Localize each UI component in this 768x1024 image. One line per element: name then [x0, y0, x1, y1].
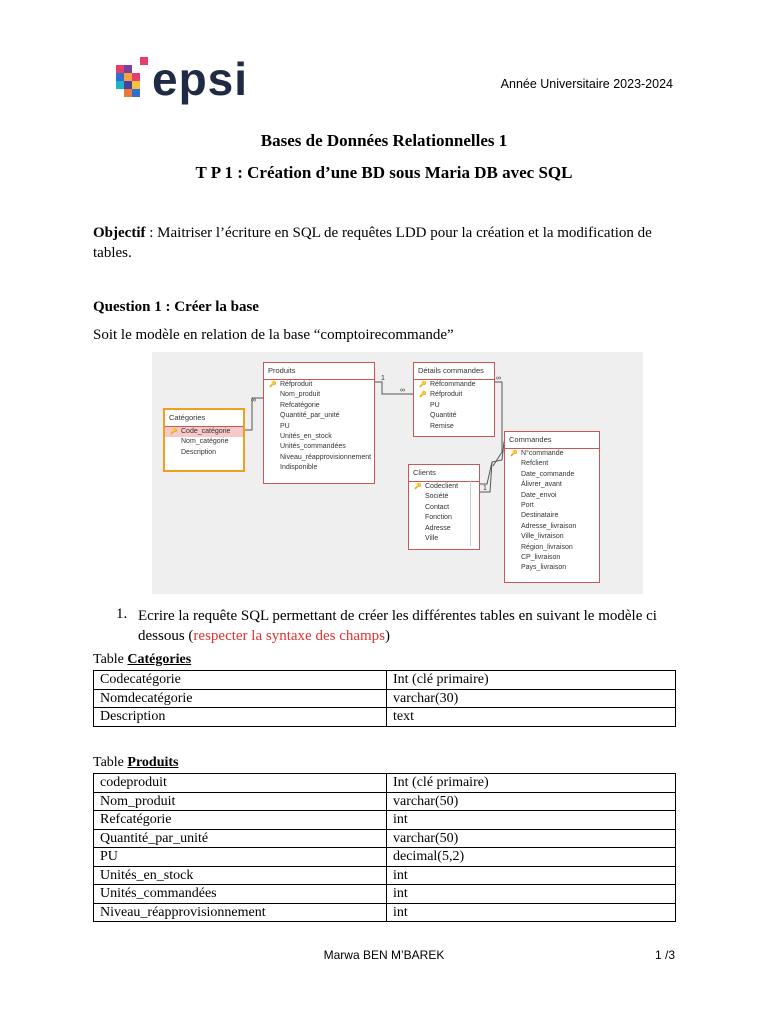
entity-field: Unités_commandées: [280, 443, 346, 451]
svg-text:∞: ∞: [251, 397, 256, 404]
entity-field: Destinataire: [521, 512, 559, 520]
entity-field: Date_commande: [521, 470, 575, 478]
table-name: Catégories: [127, 652, 192, 667]
table-row: [94, 708, 676, 727]
table-prefix: Table: [93, 755, 128, 770]
db-name: comptoirecommande: [320, 327, 448, 343]
table-cell: Codecatégorie: [94, 671, 387, 690]
academic-year: Année Universitaire 2023-2024: [500, 77, 673, 91]
task1-red-note: respecter la syntaxe des champs: [193, 628, 386, 644]
entity-field: Ville: [425, 535, 439, 543]
svg-text:∞: ∞: [496, 375, 501, 382]
entity-field: Contact: [425, 503, 450, 511]
entity-field: Nom_catégorie: [181, 438, 229, 446]
entity-field: 🔑 N°commande: [505, 449, 599, 459]
entity-field: Refclient: [521, 460, 549, 468]
document-title: Bases de Données Relationnelles 1: [260, 131, 508, 150]
relationship-diagram: [152, 352, 643, 594]
svg-text:∞: ∞: [400, 387, 405, 394]
entity-details-commandes[interactable]: [413, 362, 495, 437]
page-number: 1 /3: [654, 948, 675, 962]
table-cell: int: [387, 885, 676, 904]
table-cell: decimal(5,2): [387, 848, 676, 867]
objective-label: Objectif: [93, 225, 146, 241]
task1-instruction: Ecrire la requête SQL permettant de créer les différentes tables en suivant le modèle ci dessous (: [138, 608, 657, 644]
entity-field: Quantité_par_unité: [280, 412, 340, 420]
entity-field: Indisponible: [280, 464, 318, 472]
entity-field: Refcatégorie: [280, 401, 320, 409]
table-cell: varchar(50): [387, 792, 676, 811]
table-prefix: Table: [93, 652, 128, 667]
table-cell: Unités_commandées: [94, 885, 387, 904]
document-subtitle: T P 1 : Création d’une BD sous Maria DB avec SQL: [195, 163, 573, 182]
entity-field: CP_livraison: [521, 554, 561, 562]
entity-field: PU: [280, 422, 290, 430]
entity-field: Région_livraison: [521, 543, 573, 551]
table-row: [94, 811, 676, 830]
intro-close: ”: [447, 327, 454, 343]
entity-field: 🔑 Codeclient: [409, 482, 479, 492]
table-cell: PU: [94, 848, 387, 867]
entity-field: Quantité: [430, 412, 457, 420]
table-produits-label: [93, 755, 179, 771]
entity-field: Niveau_réapprovisionnement: [280, 453, 372, 461]
entity-field: Fonction: [425, 514, 452, 522]
entity-field: Àlivrer_avant: [521, 481, 562, 489]
table-cell: int: [387, 903, 676, 922]
objective-paragraph: [93, 223, 675, 263]
objective-text: : Maitriser l’écriture en SQL de requêtes LDD pour la création et la modification de tables.: [93, 225, 652, 261]
entity-field: Remise: [430, 422, 454, 430]
svg-text:1: 1: [483, 485, 487, 492]
table-name: Produits: [127, 755, 179, 770]
table-row: [94, 671, 676, 690]
entity-commandes[interactable]: [504, 431, 600, 583]
table-cell: int: [387, 866, 676, 885]
table-produits: [93, 773, 676, 922]
table-cell: codeproduit: [94, 774, 387, 793]
entity-field: Description: [181, 448, 217, 456]
entity-field: 🔑 Réfproduit: [264, 380, 374, 390]
entity-produits[interactable]: [263, 362, 375, 484]
entity-categories[interactable]: [163, 408, 245, 472]
entity-field: Port: [521, 502, 534, 510]
entity-title: Produits: [264, 363, 374, 380]
intro-text: Soit le modèle en relation de la base “: [93, 327, 321, 343]
entity-field: 🔑 Réfproduit: [414, 390, 494, 400]
table-cell: varchar(50): [387, 829, 676, 848]
task1-number: 1.: [116, 606, 128, 622]
table-cell: Refcatégorie: [94, 811, 387, 830]
question1-intro: [93, 325, 675, 345]
entity-title: Clients: [409, 465, 479, 482]
table-cell: Nom_produit: [94, 792, 387, 811]
entity-title: Détails commandes: [414, 363, 494, 380]
table-row: [94, 792, 676, 811]
table-cell: Quantité_par_unité: [94, 829, 387, 848]
table-cell: Description: [94, 708, 387, 727]
entity-field: Pays_livraison: [521, 564, 567, 572]
entity-field: Adresse_livraison: [521, 522, 577, 530]
task1-close: ): [385, 628, 391, 644]
question1-heading: Question 1 : Créer la base: [93, 299, 259, 315]
table-categories-label: [93, 652, 191, 668]
entity-field: PU: [430, 401, 440, 409]
entity-field: Nom_produit: [280, 391, 321, 399]
epsi-logo-mark-icon: [116, 55, 156, 107]
table-cell: text: [387, 708, 676, 727]
table-row: [94, 885, 676, 904]
entity-field: Unités_en_stock: [280, 433, 332, 441]
table-row: [94, 866, 676, 885]
entity-title: Catégories: [165, 410, 243, 427]
table-cell: Int (clé primaire): [387, 671, 676, 690]
table-cell: int: [387, 811, 676, 830]
table-row: [94, 848, 676, 867]
table-cell: Niveau_réapprovisionnement: [94, 903, 387, 922]
entity-field: Ville_livraison: [521, 533, 564, 541]
table-cell: Unités_en_stock: [94, 866, 387, 885]
table-cell: Nomdecatégorie: [94, 689, 387, 708]
entity-title: Commandes: [505, 432, 599, 449]
footer-author: Marwa BEN M’BAREK: [323, 948, 445, 962]
entity-clients[interactable]: [408, 464, 480, 550]
table-categories: [93, 670, 676, 727]
task1-text: [138, 606, 676, 646]
table-row: [94, 903, 676, 922]
table-row: [94, 774, 676, 793]
entity-field: 🔑 Réfcommande: [414, 380, 494, 390]
svg-text:1: 1: [381, 375, 385, 382]
entity-field: Adresse: [425, 524, 451, 532]
table-row: [94, 689, 676, 708]
entity-field: 🔑 Code_catégorie: [165, 427, 243, 437]
entity-field: Date_envoi: [521, 491, 557, 499]
logo-text: epsi: [152, 53, 249, 105]
table-cell: Int (clé primaire): [387, 774, 676, 793]
table-row: [94, 829, 676, 848]
table-cell: varchar(30): [387, 689, 676, 708]
entity-field: Société: [425, 493, 449, 501]
scrollbar[interactable]: [470, 481, 477, 546]
